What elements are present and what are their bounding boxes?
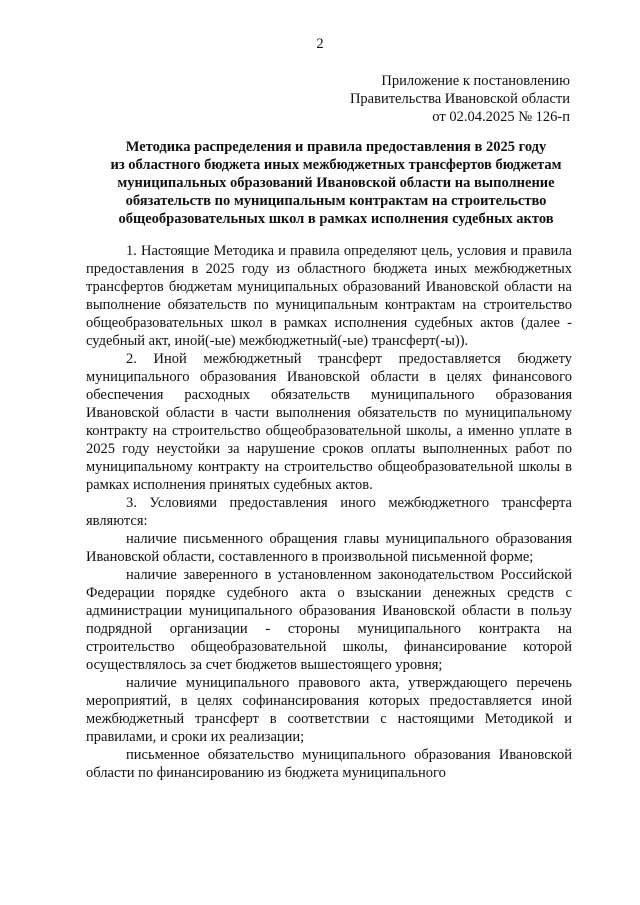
title-line: общеобразовательных школ в рамках исполнения судебных актов	[118, 211, 554, 227]
condition-item: наличие муниципального правового акта, утверждающего перечень мероприятий, в целях софинансирования которых предоставляется иной межбюджетный трансферт в соответствии с настоящими Методикой и правилами, и сроки их реализации;	[86, 675, 572, 745]
title-line: муниципальных образований Ивановской области на выполнение	[117, 175, 555, 191]
paragraph-3: 3. Условиями предоставления иного межбюджетного трансферта являются:	[86, 495, 572, 529]
condition-item: письменное обязательство муниципального образования Ивановской области по финансированию из бюджета муниципального	[86, 747, 572, 781]
appendix-header	[350, 72, 570, 126]
page-number: 2	[316, 36, 324, 52]
document-body	[86, 242, 572, 782]
paragraph-1: 1. Настоящие Методика и правила определяют цель, условия и правила предоставления в 2025 году из областного бюджета иных межбюджетных трансфертов бюджетам муниципальных образований Ивановской области на выполнение обязательств по муниципальным контрактам на строительство общеобразовательных школ в рамках исполнения судебных актов (далее - судебный акт, иной(-ые) межбюджетный(-ые) трансферт(-ы)).	[86, 243, 572, 349]
paragraph-2: 2. Иной межбюджетный трансферт предоставляется бюджету муниципального образования Ивановской области в целях финансового обеспечения расходных обязательств муниципального образования Ивановской области в части выполнения обязательств по муниципальному контракту на строительство общеобразовательной школы, а именно уплате в 2025 году неустойки за нарушение сроков оплаты выполненных работ по муниципальному контракту на строительство общеобразовательной школы в рамках исполнения принятых судебных актов.	[86, 351, 572, 493]
condition-item: наличие письменного обращения главы муниципального образования Ивановской области, составленного в произвольной письменной форме;	[86, 531, 572, 565]
title-line: из областного бюджета иных межбюджетных трансфертов бюджетам	[110, 157, 562, 173]
title-line: Методика распределения и правила предоставления в 2025 году	[125, 139, 547, 155]
document-title	[86, 138, 586, 228]
appendix-line: Приложение к постановлению	[381, 73, 570, 89]
title-line: обязательств по муниципальным контрактам на строительство	[125, 193, 547, 209]
appendix-line: от 02.04.2025 № 126-п	[432, 109, 570, 125]
appendix-line: Правительства Ивановской области	[349, 91, 570, 107]
condition-item: наличие заверенного в установленном законодательством Российской Федерации порядке судебного акта о взыскании денежных средств с администрации муниципального образования Ивановской области в пользу подрядной организации - стороны муниципального контракта на строительство общеобразовательной школы, финансирование которой осуществлялось за счет бюджетов вышестоящего уровня;	[86, 567, 572, 673]
